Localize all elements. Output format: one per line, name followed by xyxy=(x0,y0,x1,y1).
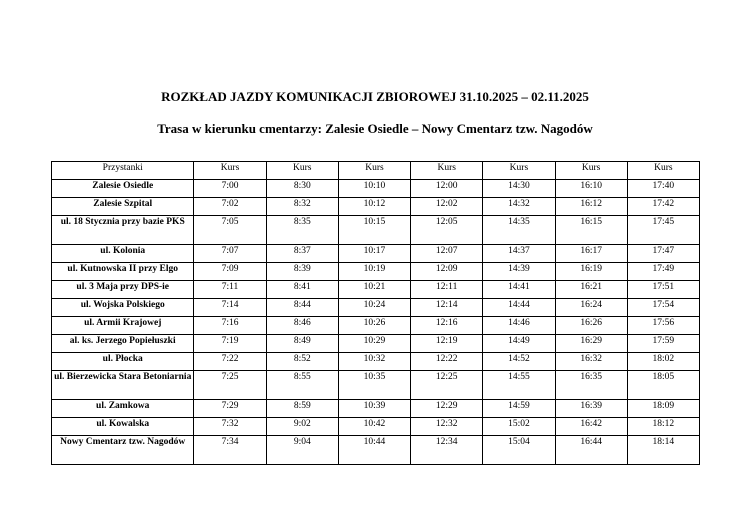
header-cell: Kurs xyxy=(338,162,410,180)
stop-name-cell: ul. Kowalska xyxy=(52,418,194,436)
departure-time-cell: 8:39 xyxy=(266,263,338,281)
departure-time-cell: 10:19 xyxy=(338,263,410,281)
departure-time-cell: 7:16 xyxy=(194,317,266,335)
departure-time-cell: 14:37 xyxy=(483,245,555,263)
departure-time-cell: 17:47 xyxy=(627,245,699,263)
departure-time-cell: 7:14 xyxy=(194,299,266,317)
departure-time-cell: 10:32 xyxy=(338,353,410,371)
departure-time-cell: 14:59 xyxy=(483,400,555,418)
departure-time-cell: 7:34 xyxy=(194,436,266,465)
departure-time-cell: 9:04 xyxy=(266,436,338,465)
stop-name-cell: Zalesie Osiedle xyxy=(52,180,194,198)
departure-time-cell: 12:16 xyxy=(411,317,483,335)
header-cell: Przystanki xyxy=(52,162,194,180)
table-row xyxy=(52,299,700,317)
table-row xyxy=(52,281,700,299)
header-cell: Kurs xyxy=(194,162,266,180)
departure-time-cell: 17:56 xyxy=(627,317,699,335)
departure-time-cell: 8:46 xyxy=(266,317,338,335)
departure-time-cell: 10:15 xyxy=(338,216,410,245)
departure-time-cell: 17:59 xyxy=(627,335,699,353)
departure-time-cell: 8:52 xyxy=(266,353,338,371)
departure-time-cell: 12:09 xyxy=(411,263,483,281)
table-row xyxy=(52,317,700,335)
departure-time-cell: 18:02 xyxy=(627,353,699,371)
header-cell: Kurs xyxy=(555,162,627,180)
departure-time-cell: 16:39 xyxy=(555,400,627,418)
table-row xyxy=(52,335,700,353)
departure-time-cell: 10:21 xyxy=(338,281,410,299)
route-subtitle: Trasa w kierunku cmentarzy: Zalesie Osiedle – Nowy Cmentarz tzw. Nagodów xyxy=(157,121,593,136)
departure-time-cell: 8:30 xyxy=(266,180,338,198)
departure-time-cell: 12:32 xyxy=(411,418,483,436)
stop-name-cell: Nowy Cmentarz tzw. Nagodów xyxy=(52,436,194,465)
departure-time-cell: 12:29 xyxy=(411,400,483,418)
table-row xyxy=(52,353,700,371)
departure-time-cell: 16:42 xyxy=(555,418,627,436)
departure-time-cell: 14:46 xyxy=(483,317,555,335)
departure-time-cell: 7:29 xyxy=(194,400,266,418)
departure-time-cell: 12:14 xyxy=(411,299,483,317)
departure-time-cell: 8:37 xyxy=(266,245,338,263)
stop-name-cell: ul. Bierzewicka Stara Betoniarnia xyxy=(52,371,194,400)
departure-time-cell: 14:32 xyxy=(483,198,555,216)
departure-time-cell: 7:22 xyxy=(194,353,266,371)
departure-time-cell: 10:10 xyxy=(338,180,410,198)
departure-time-cell: 8:59 xyxy=(266,400,338,418)
departure-time-cell: 16:12 xyxy=(555,198,627,216)
departure-time-cell: 16:26 xyxy=(555,317,627,335)
departure-time-cell: 12:00 xyxy=(411,180,483,198)
departure-time-cell: 15:04 xyxy=(483,436,555,465)
table-row xyxy=(52,180,700,198)
departure-time-cell: 16:15 xyxy=(555,216,627,245)
timetable xyxy=(51,161,700,465)
departure-time-cell: 7:25 xyxy=(194,371,266,400)
departure-time-cell: 18:12 xyxy=(627,418,699,436)
departure-time-cell: 18:05 xyxy=(627,371,699,400)
departure-time-cell: 16:44 xyxy=(555,436,627,465)
header-cell: Kurs xyxy=(483,162,555,180)
stop-name-cell: ul. 18 Stycznia przy bazie PKS xyxy=(52,216,194,245)
departure-time-cell: 12:25 xyxy=(411,371,483,400)
departure-time-cell: 10:44 xyxy=(338,436,410,465)
departure-time-cell: 9:02 xyxy=(266,418,338,436)
header-cell: Kurs xyxy=(411,162,483,180)
table-row xyxy=(52,263,700,281)
stop-name-cell: ul. Wojska Polskiego xyxy=(52,299,194,317)
departure-time-cell: 16:35 xyxy=(555,371,627,400)
stop-name-cell: ul. Zamkowa xyxy=(52,400,194,418)
departure-time-cell: 12:05 xyxy=(411,216,483,245)
stop-name-cell: ul. Kutnowska II przy Elgo xyxy=(52,263,194,281)
departure-time-cell: 12:07 xyxy=(411,245,483,263)
departure-time-cell: 17:40 xyxy=(627,180,699,198)
departure-time-cell: 8:49 xyxy=(266,335,338,353)
departure-time-cell: 10:26 xyxy=(338,317,410,335)
departure-time-cell: 10:42 xyxy=(338,418,410,436)
departure-time-cell: 14:30 xyxy=(483,180,555,198)
table-row xyxy=(52,198,700,216)
departure-time-cell: 7:05 xyxy=(194,216,266,245)
departure-time-cell: 17:49 xyxy=(627,263,699,281)
departure-time-cell: 7:02 xyxy=(194,198,266,216)
departure-time-cell: 10:29 xyxy=(338,335,410,353)
header-cell: Kurs xyxy=(266,162,338,180)
departure-time-cell: 8:44 xyxy=(266,299,338,317)
departure-time-cell: 10:12 xyxy=(338,198,410,216)
departure-time-cell: 16:19 xyxy=(555,263,627,281)
departure-time-cell: 17:42 xyxy=(627,198,699,216)
departure-time-cell: 7:07 xyxy=(194,245,266,263)
departure-time-cell: 17:45 xyxy=(627,216,699,245)
departure-time-cell: 16:17 xyxy=(555,245,627,263)
header-cell: Kurs xyxy=(627,162,699,180)
page-title: ROZKŁAD JAZDY KOMUNIKACJI ZBIOROWEJ 31.10.2025 – 02.11.2025 xyxy=(161,89,589,104)
departure-time-cell: 17:54 xyxy=(627,299,699,317)
departure-time-cell: 10:24 xyxy=(338,299,410,317)
departure-time-cell: 7:32 xyxy=(194,418,266,436)
stop-name-cell: al. ks. Jerzego Popiełuszki xyxy=(52,335,194,353)
header-row xyxy=(52,162,700,180)
departure-time-cell: 7:11 xyxy=(194,281,266,299)
departure-time-cell: 8:32 xyxy=(266,198,338,216)
departure-time-cell: 8:55 xyxy=(266,371,338,400)
departure-time-cell: 15:02 xyxy=(483,418,555,436)
departure-time-cell: 8:35 xyxy=(266,216,338,245)
departure-time-cell: 16:21 xyxy=(555,281,627,299)
departure-time-cell: 7:00 xyxy=(194,180,266,198)
departure-time-cell: 12:34 xyxy=(411,436,483,465)
departure-time-cell: 12:19 xyxy=(411,335,483,353)
departure-time-cell: 7:19 xyxy=(194,335,266,353)
departure-time-cell: 12:22 xyxy=(411,353,483,371)
departure-time-cell: 16:10 xyxy=(555,180,627,198)
departure-time-cell: 10:35 xyxy=(338,371,410,400)
departure-time-cell: 14:41 xyxy=(483,281,555,299)
stop-name-cell: ul. Płocka xyxy=(52,353,194,371)
departure-time-cell: 14:52 xyxy=(483,353,555,371)
departure-time-cell: 16:32 xyxy=(555,353,627,371)
table-row xyxy=(52,216,700,245)
departure-time-cell: 17:51 xyxy=(627,281,699,299)
departure-time-cell: 18:14 xyxy=(627,436,699,465)
departure-time-cell: 7:09 xyxy=(194,263,266,281)
departure-time-cell: 10:17 xyxy=(338,245,410,263)
departure-time-cell: 14:44 xyxy=(483,299,555,317)
table-row xyxy=(52,418,700,436)
stop-name-cell: ul. Armii Krajowej xyxy=(52,317,194,335)
table-row xyxy=(52,245,700,263)
departure-time-cell: 16:24 xyxy=(555,299,627,317)
stop-name-cell: ul. Kolonia xyxy=(52,245,194,263)
table-row xyxy=(52,400,700,418)
stop-name-cell: ul. 3 Maja przy DPS-ie xyxy=(52,281,194,299)
departure-time-cell: 16:29 xyxy=(555,335,627,353)
departure-time-cell: 10:39 xyxy=(338,400,410,418)
departure-time-cell: 18:09 xyxy=(627,400,699,418)
departure-time-cell: 14:55 xyxy=(483,371,555,400)
departure-time-cell: 12:11 xyxy=(411,281,483,299)
table-row xyxy=(52,436,700,465)
departure-time-cell: 14:39 xyxy=(483,263,555,281)
departure-time-cell: 14:49 xyxy=(483,335,555,353)
departure-time-cell: 12:02 xyxy=(411,198,483,216)
departure-time-cell: 14:35 xyxy=(483,216,555,245)
departure-time-cell: 8:41 xyxy=(266,281,338,299)
stop-name-cell: Zalesie Szpital xyxy=(52,198,194,216)
table-row xyxy=(52,371,700,400)
